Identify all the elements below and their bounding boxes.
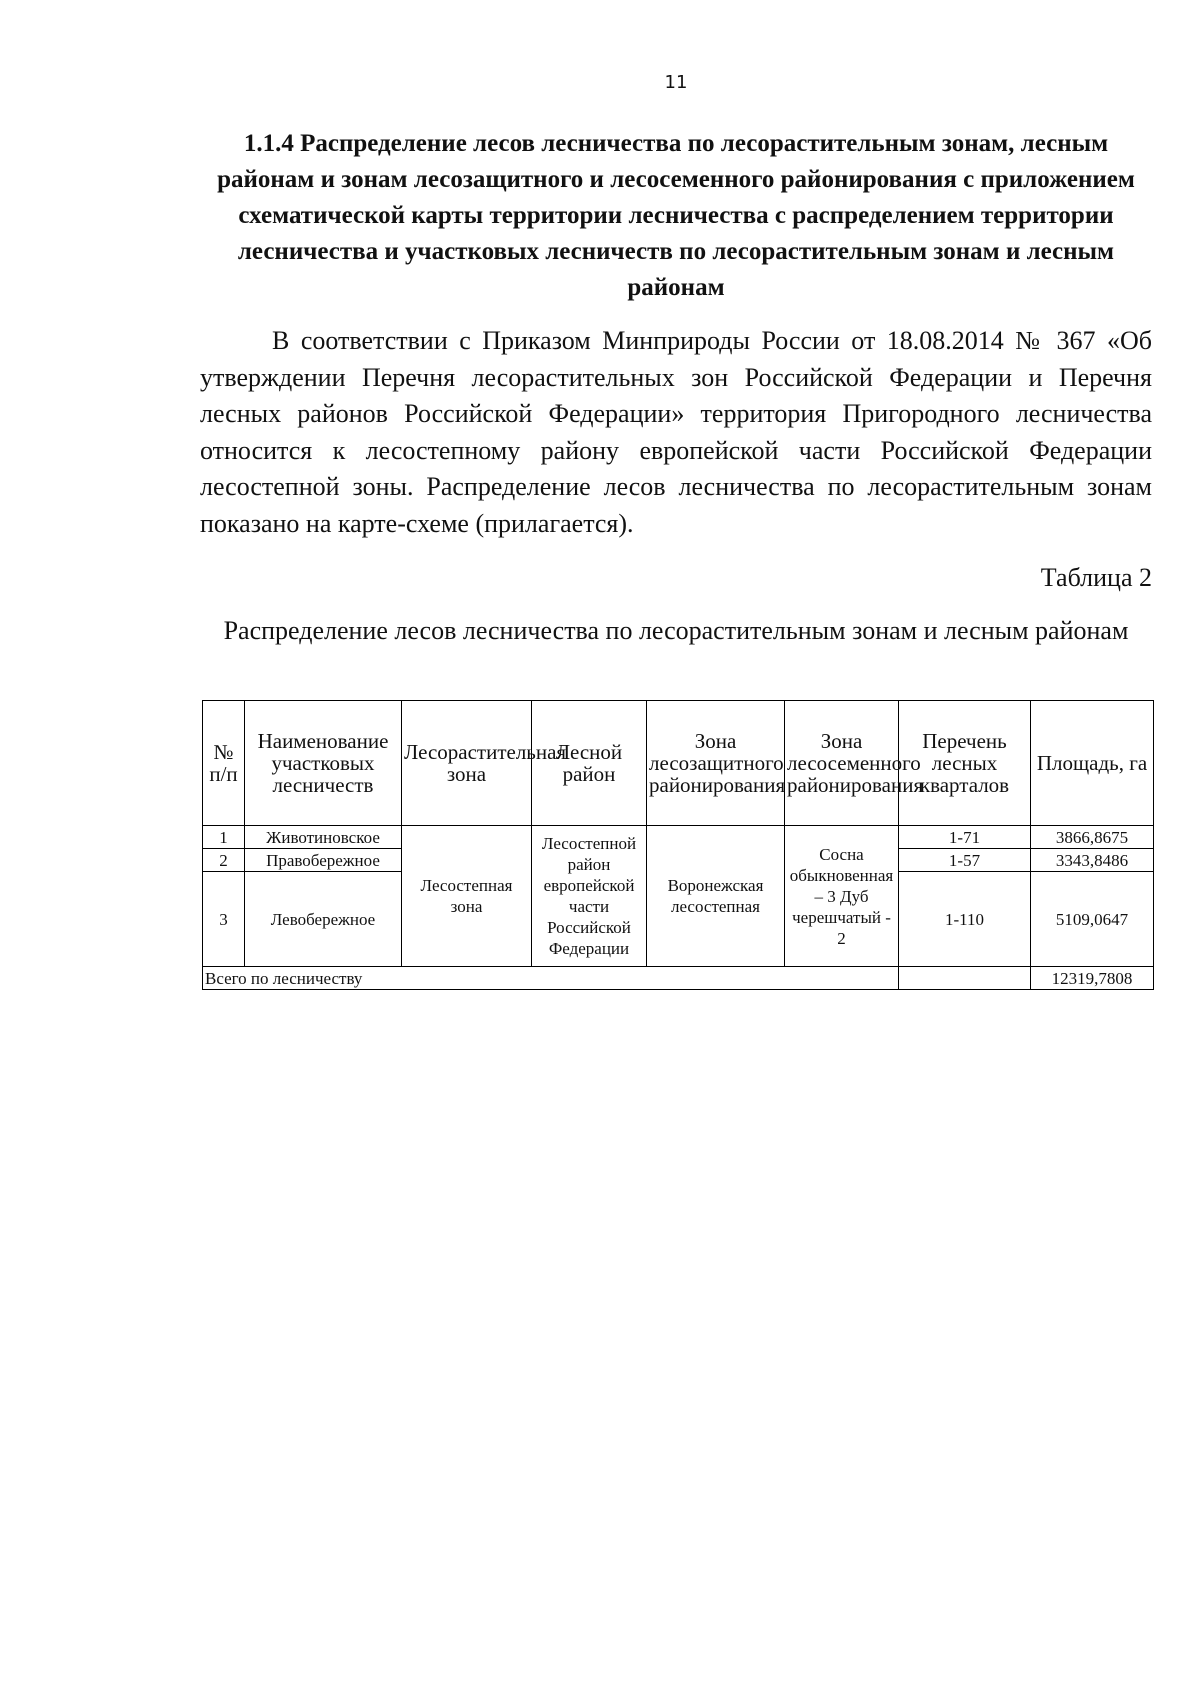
body-paragraph: В соответствии с Приказом Минприроды России от 18.08.2014 № 367 «Об утверждении Перечня лесорастительных зон Российской Федерации и Перечня лесных районов Российской Федерации» территория Пригородного лесничества относится к лесостепному району европейской части Российской Федерации лесостепной зоны. Распределение лесов лесничества по лесорастительным зонам показано на карте-схеме (прилагается). [200,326,1152,538]
header-area: Площадь, га [1031,701,1154,826]
shared-district: Лесостепной район европейской части Российской Федерации [532,826,647,967]
row-quarters: 1-71 [899,826,1031,849]
shared-protection-zone: Воронежская лесостепная [647,826,785,967]
row-name: Животиновское [245,826,402,849]
row-number: 2 [203,849,245,872]
shared-zone: Лесостепная зона [402,826,532,967]
forest-distribution-table [202,700,1154,990]
row-area: 3343,8486 [1031,849,1154,872]
row-area: 3866,8675 [1031,826,1154,849]
row-name: Правобережное [245,849,402,872]
row-quarters: 1-57 [899,849,1031,872]
section-heading: 1.1.4 Распределение лесов лесничества по лесорастительным зонам, лесным районам и зонам лесозащитного и лесосеменного районирования с приложением схематической карты территории лесничества с распределением территории лесничества и участковых лесничеств по лесорастительным зонам и лесным районам [217,130,1135,301]
header-protection-zone: Зона лесозащитного районирования [647,701,785,826]
header-quarters: Перечень лесных кварталов [899,701,1031,826]
table-label: Таблица 2 [1040,563,1152,592]
row-number: 3 [203,872,245,967]
header-name: Наименование участковых лесничеств [245,701,402,826]
table-header-row [203,701,1154,826]
page-number: 11 [664,72,688,93]
row-number: 1 [203,826,245,849]
row-area: 5109,0647 [1031,872,1154,967]
header-number: № п/п [203,701,245,826]
total-quarters [899,967,1031,990]
total-area: 12319,7808 [1031,967,1154,990]
header-zone: Лесорастительная зона [402,701,532,826]
header-seed-zone: Зона лесосеменного районирования [785,701,899,826]
row-quarters: 1-110 [899,872,1031,967]
header-district: Лесной район [532,701,647,826]
table-caption: Распределение лесов лесничества по лесорастительным зонам и лесным районам [223,616,1129,645]
table-total-row [203,967,1154,990]
shared-seed-zone: Сосна обыкновенная – 3 Дуб черешчатый - 2 [785,826,899,967]
table-row [203,826,1154,849]
row-name: Левобережное [245,872,402,967]
total-label: Всего по лесничеству [203,967,899,990]
